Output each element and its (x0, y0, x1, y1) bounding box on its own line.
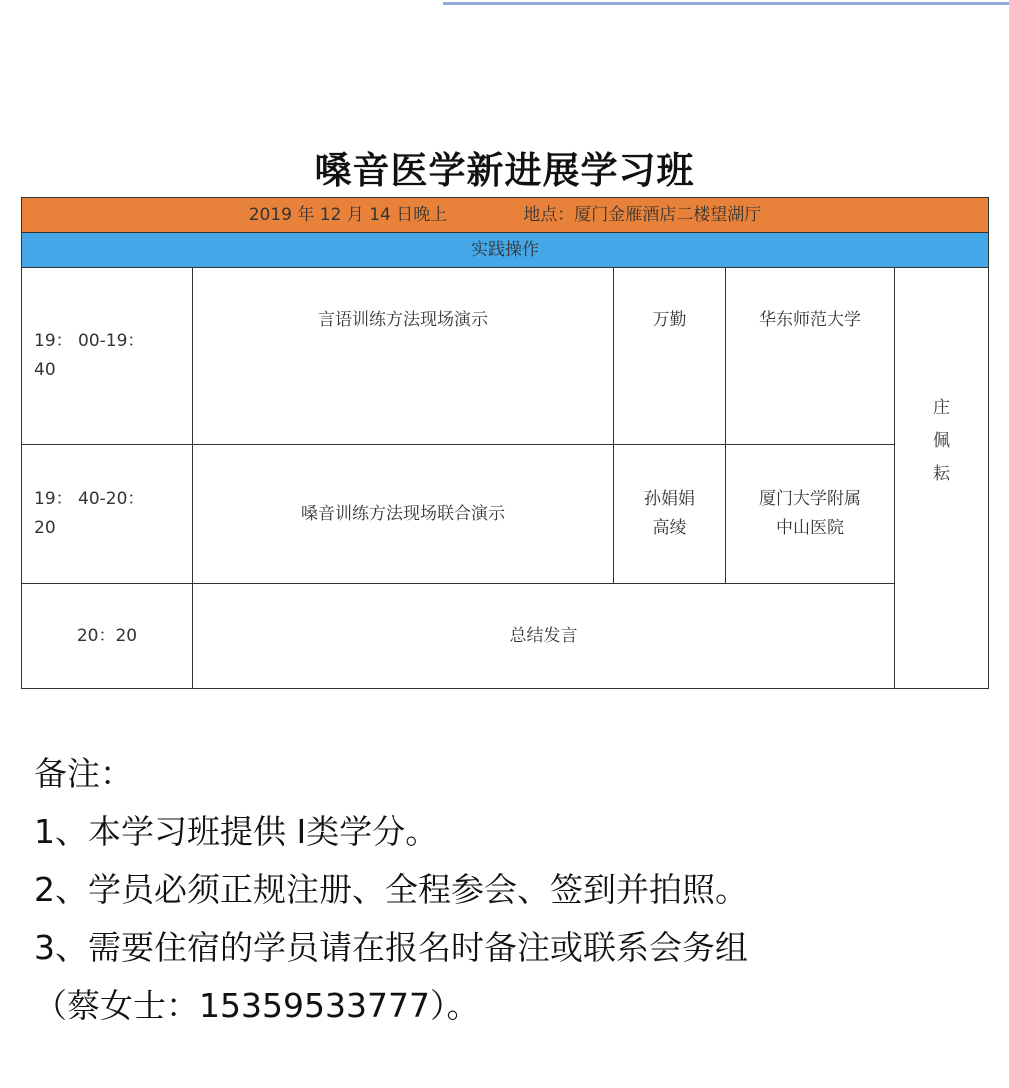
section-row (22, 233, 989, 268)
topic-cell: 总结发言 (193, 584, 895, 689)
top-divider-line (443, 2, 1009, 5)
note-item: 1、本学习班提供 Ⅰ类学分。 (34, 812, 439, 851)
schedule-table (21, 197, 989, 689)
speaker-cell (614, 445, 726, 584)
time-cell (22, 268, 193, 445)
note-item-continued: （蔡女士：15359533777）。 (34, 986, 480, 1025)
notes-block (34, 745, 994, 1035)
chair-name (895, 392, 988, 491)
note-item: 2、学员必须正规注册、全程参会、签到并拍照。 (34, 870, 748, 909)
note-item: 3、需要住宿的学员请在报名时备注或联系会务组 (34, 928, 748, 967)
speaker-names: 孙娟娟 高绫 (644, 489, 695, 538)
chair-cell (895, 268, 989, 689)
chair-char: 佩 (933, 430, 951, 451)
table-row (22, 584, 989, 689)
topic-cell: 言语训练方法现场演示 (193, 268, 614, 445)
time-text: 19： 40-20： 20 (34, 489, 145, 538)
institution-name: 厦门大学附属 中山医院 (759, 489, 861, 538)
notes-heading: 备注： (34, 754, 133, 793)
table-row (22, 268, 989, 445)
table-row (22, 445, 989, 584)
institution-cell: 华东师范大学 (726, 268, 895, 445)
institution-cell (726, 445, 895, 584)
time-text: 19： 00-19： 40 (34, 331, 145, 380)
event-info-cell (22, 198, 989, 233)
event-location: 地点：厦门金雁酒店二楼望湖厅 (523, 204, 762, 225)
chair-char: 庄 (933, 397, 951, 418)
chair-char: 耘 (933, 463, 951, 484)
section-label: 实践操作 (22, 233, 989, 268)
table-header-row (22, 198, 989, 233)
time-cell (22, 445, 193, 584)
topic-cell: 嗓音训练方法现场联合演示 (193, 445, 614, 584)
speaker-cell: 万勤 (614, 268, 726, 445)
event-date: 2019 年 12 月 14 日晚上 (248, 204, 448, 225)
page-title: 嗓音医学新进展学习班 (314, 148, 695, 192)
time-cell: 20：20 (22, 584, 193, 689)
